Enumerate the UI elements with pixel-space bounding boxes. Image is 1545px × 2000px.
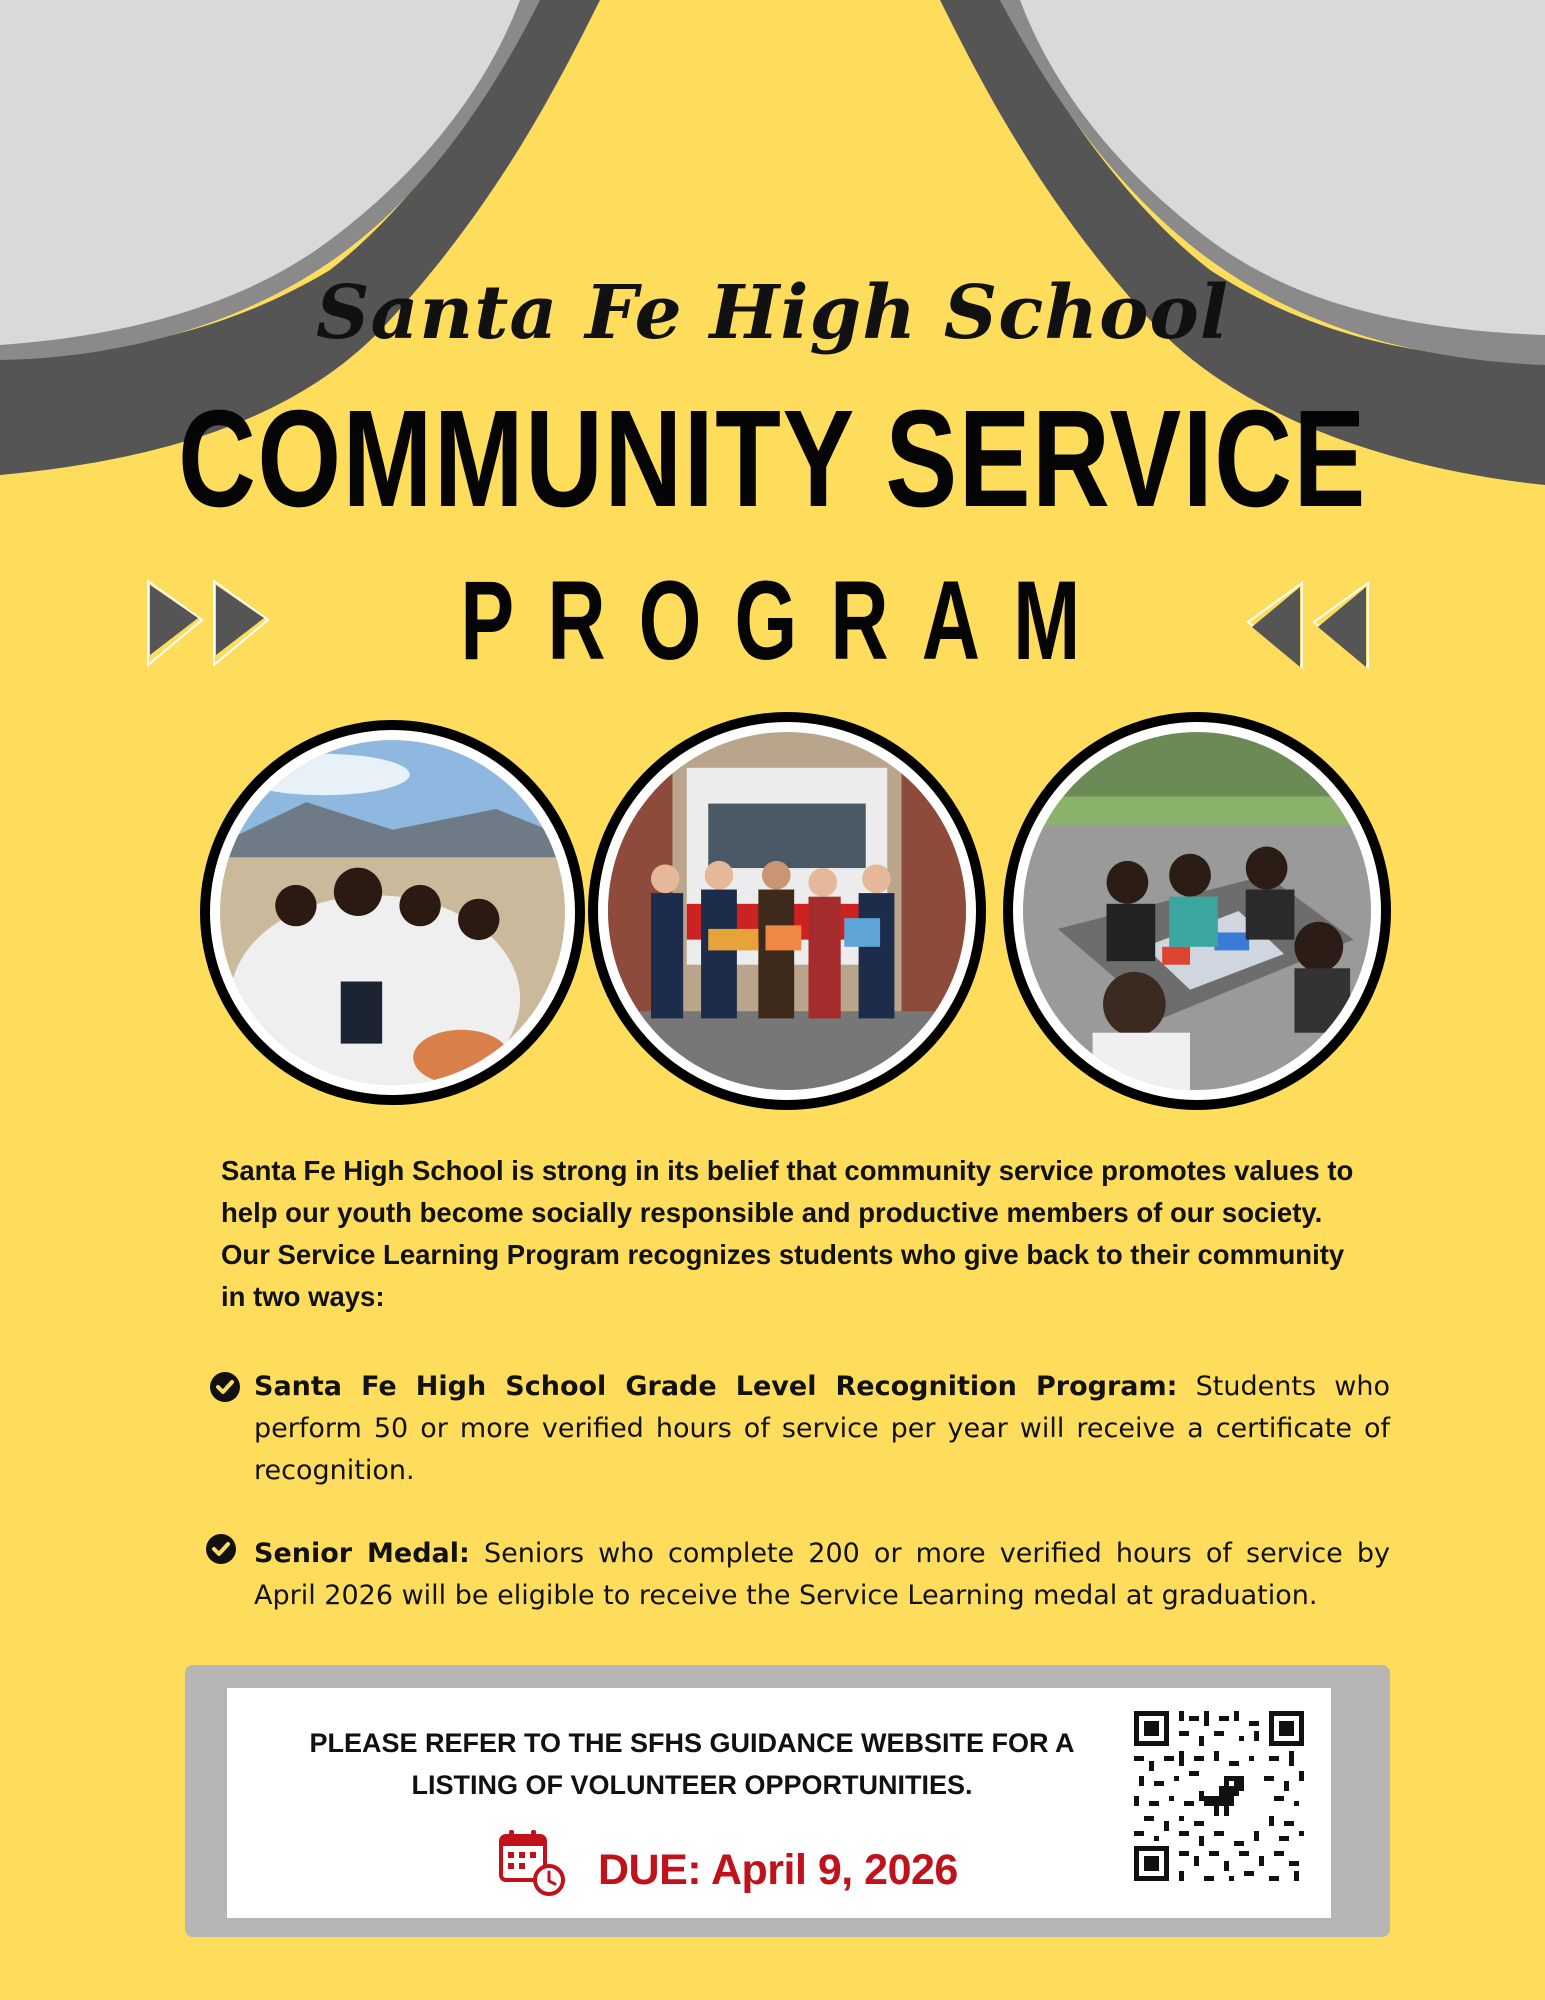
checkmark-icon <box>206 1534 236 1564</box>
bullet-title: Santa Fe High School Grade Level Recognition Program: <box>254 1371 1178 1402</box>
rewind-icon <box>1232 577 1372 673</box>
intro-paragraph: Santa Fe High School is strong in its belief that community service promotes values to help our youth become socially responsible and productive members of our society. Our Service Learning Program recognizes students who give back to their community in two ways: <box>221 1155 1354 1312</box>
campus-blanket-making-photo <box>1003 712 1391 1110</box>
guidance-notice: PLEASE REFER TO THE SFHS GUIDANCE WEBSITE FOR A LISTING OF VOLUNTEER OPPORTUNITIES. <box>309 1728 1075 1800</box>
fire-station-toy-drive-photo <box>588 712 986 1110</box>
beach-cleanup-photo <box>200 720 585 1105</box>
qr-code-icon[interactable] <box>1134 1711 1304 1881</box>
bullet-grade-level-recognition <box>254 1366 1390 1492</box>
bullet-text: Seniors who complete 200 or more verified hours of service by April 2026 will be eligible to receive the Service Learning medal at graduation. <box>254 1538 1391 1611</box>
bullet-title: Senior Medal: <box>254 1538 470 1569</box>
calendar-clock-icon <box>497 1826 567 1898</box>
bullet-text: Students who perform 50 or more verified hours of service per year will receive a certificate of recognition. <box>254 1371 1390 1486</box>
fast-forward-icon <box>140 575 280 671</box>
checkmark-icon <box>210 1372 240 1402</box>
school-name: Santa Fe High School <box>316 270 1229 356</box>
due-date: DUE: April 9, 2026 <box>598 1846 958 1894</box>
bullet-senior-medal <box>254 1533 1390 1617</box>
page-title: COMMUNITY SERVICE <box>178 382 1367 536</box>
page-subtitle: PROGRAM <box>460 558 1114 683</box>
